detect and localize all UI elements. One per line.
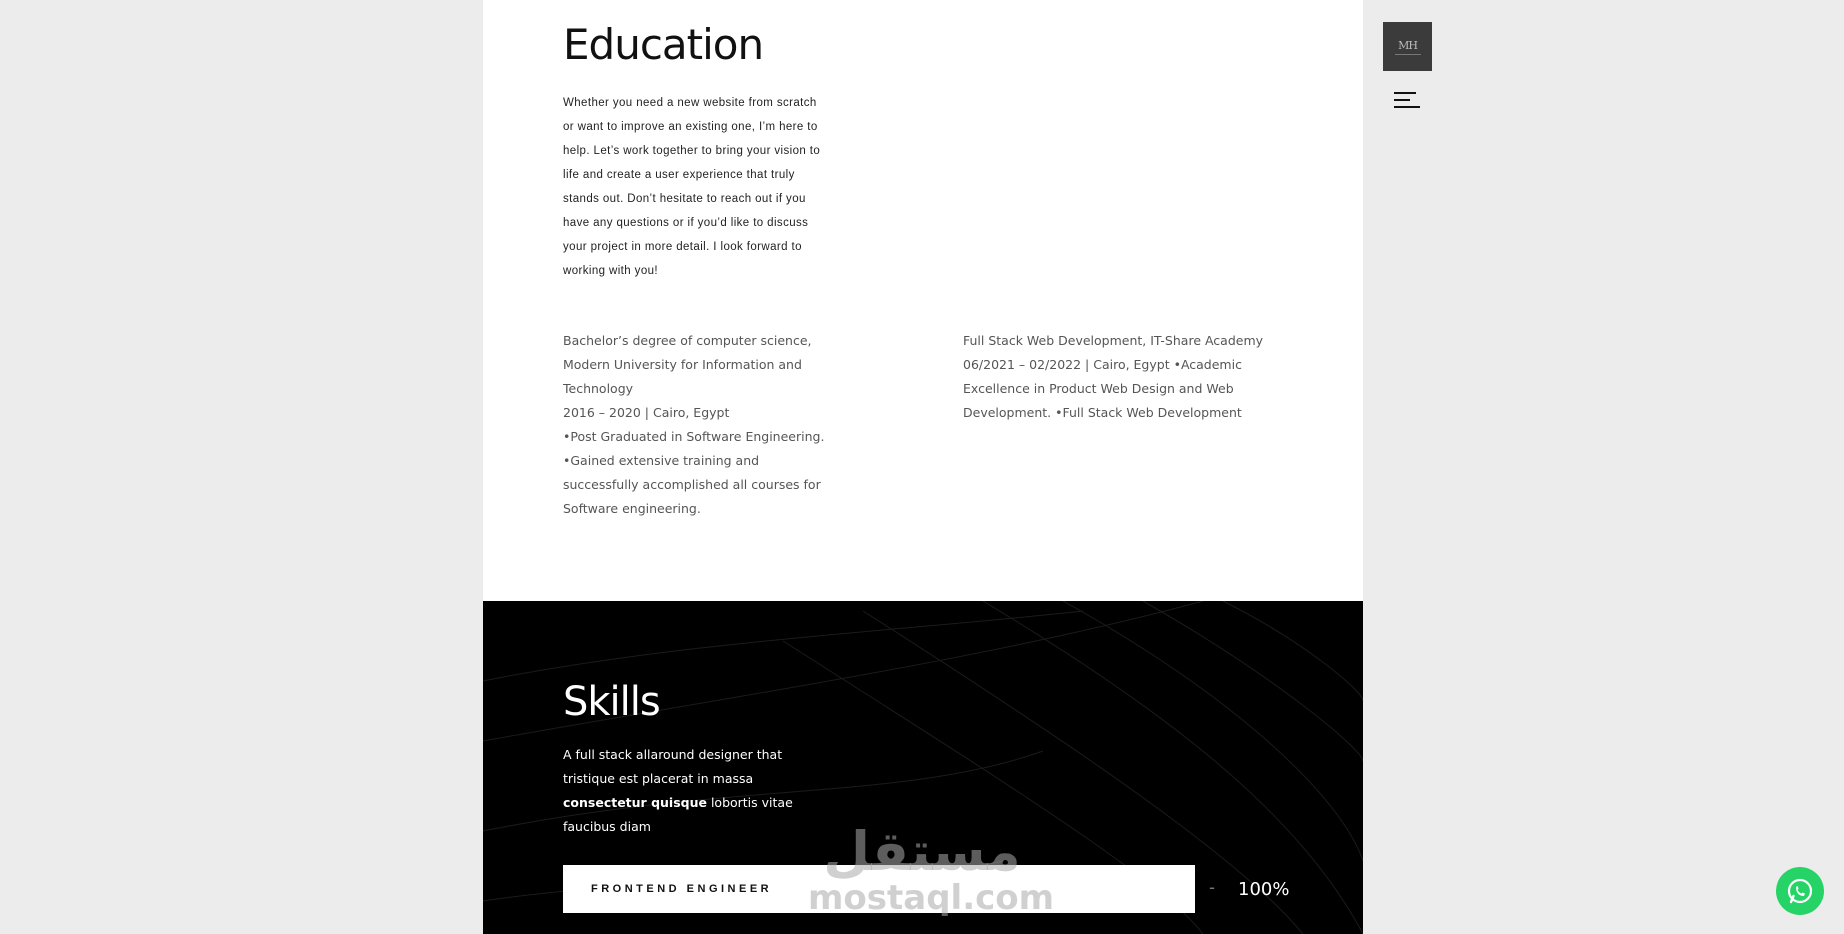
skills-section	[483, 601, 1363, 934]
whatsapp-icon	[1786, 877, 1814, 905]
desc-text: lobortis vitae faucibus diam	[563, 795, 793, 834]
entry-line: Full Stack Web Development, IT-Share Academy 06/2021 – 02/2022 | Cairo, Egypt •Academic Excellence in Product Web Design and Web Development. •Full Stack Web Development	[963, 333, 1264, 420]
skill-bar-frontend	[563, 865, 1195, 918]
entry-line: 2016 – 2020 | Cairo, Egypt	[563, 405, 730, 420]
education-entry-bachelor	[563, 329, 838, 521]
main-page	[483, 0, 1363, 934]
skill-separator: -	[1209, 877, 1215, 897]
hamburger-menu-icon[interactable]	[1394, 90, 1420, 110]
education-section	[483, 0, 1363, 601]
logo-underline	[1395, 54, 1421, 55]
logo-mark: MH	[1398, 38, 1417, 52]
site-logo[interactable]	[1383, 22, 1432, 71]
desc-bold-text: consectetur quisque	[563, 795, 707, 810]
watermark-arabic: مستقل	[823, 820, 1021, 883]
education-entry-fullstack	[963, 329, 1273, 425]
entry-line: •Post Graduated in Software Engineering.	[563, 429, 825, 444]
skill-label: FRONTEND ENGINEER	[591, 883, 773, 895]
desc-text: A full stack allaround designer that tristique est placerat in massa	[563, 747, 783, 786]
skills-title: Skills	[563, 679, 660, 725]
whatsapp-button[interactable]	[1776, 867, 1824, 915]
skills-description	[563, 743, 833, 839]
watermark-latin: mostaql.com	[808, 878, 1055, 918]
skill-percent: 100%	[1238, 879, 1290, 900]
education-title: Education	[563, 20, 764, 69]
entry-line: •Gained extensive training and successfully accomplished all courses for Software engineering.	[563, 453, 821, 516]
entry-line: Bachelor’s degree of computer science, Modern University for Information and Technology	[563, 333, 812, 396]
education-intro: Whether you need a new website from scratch or want to improve an existing one, I’m here to help. Let’s work together to bring your vision to life and create a user experience that truly stands out. Don’t hesitate to reach out if you have any questions or if you’d like to discuss your project in more detail. I look forward to working with you!	[563, 97, 821, 277]
